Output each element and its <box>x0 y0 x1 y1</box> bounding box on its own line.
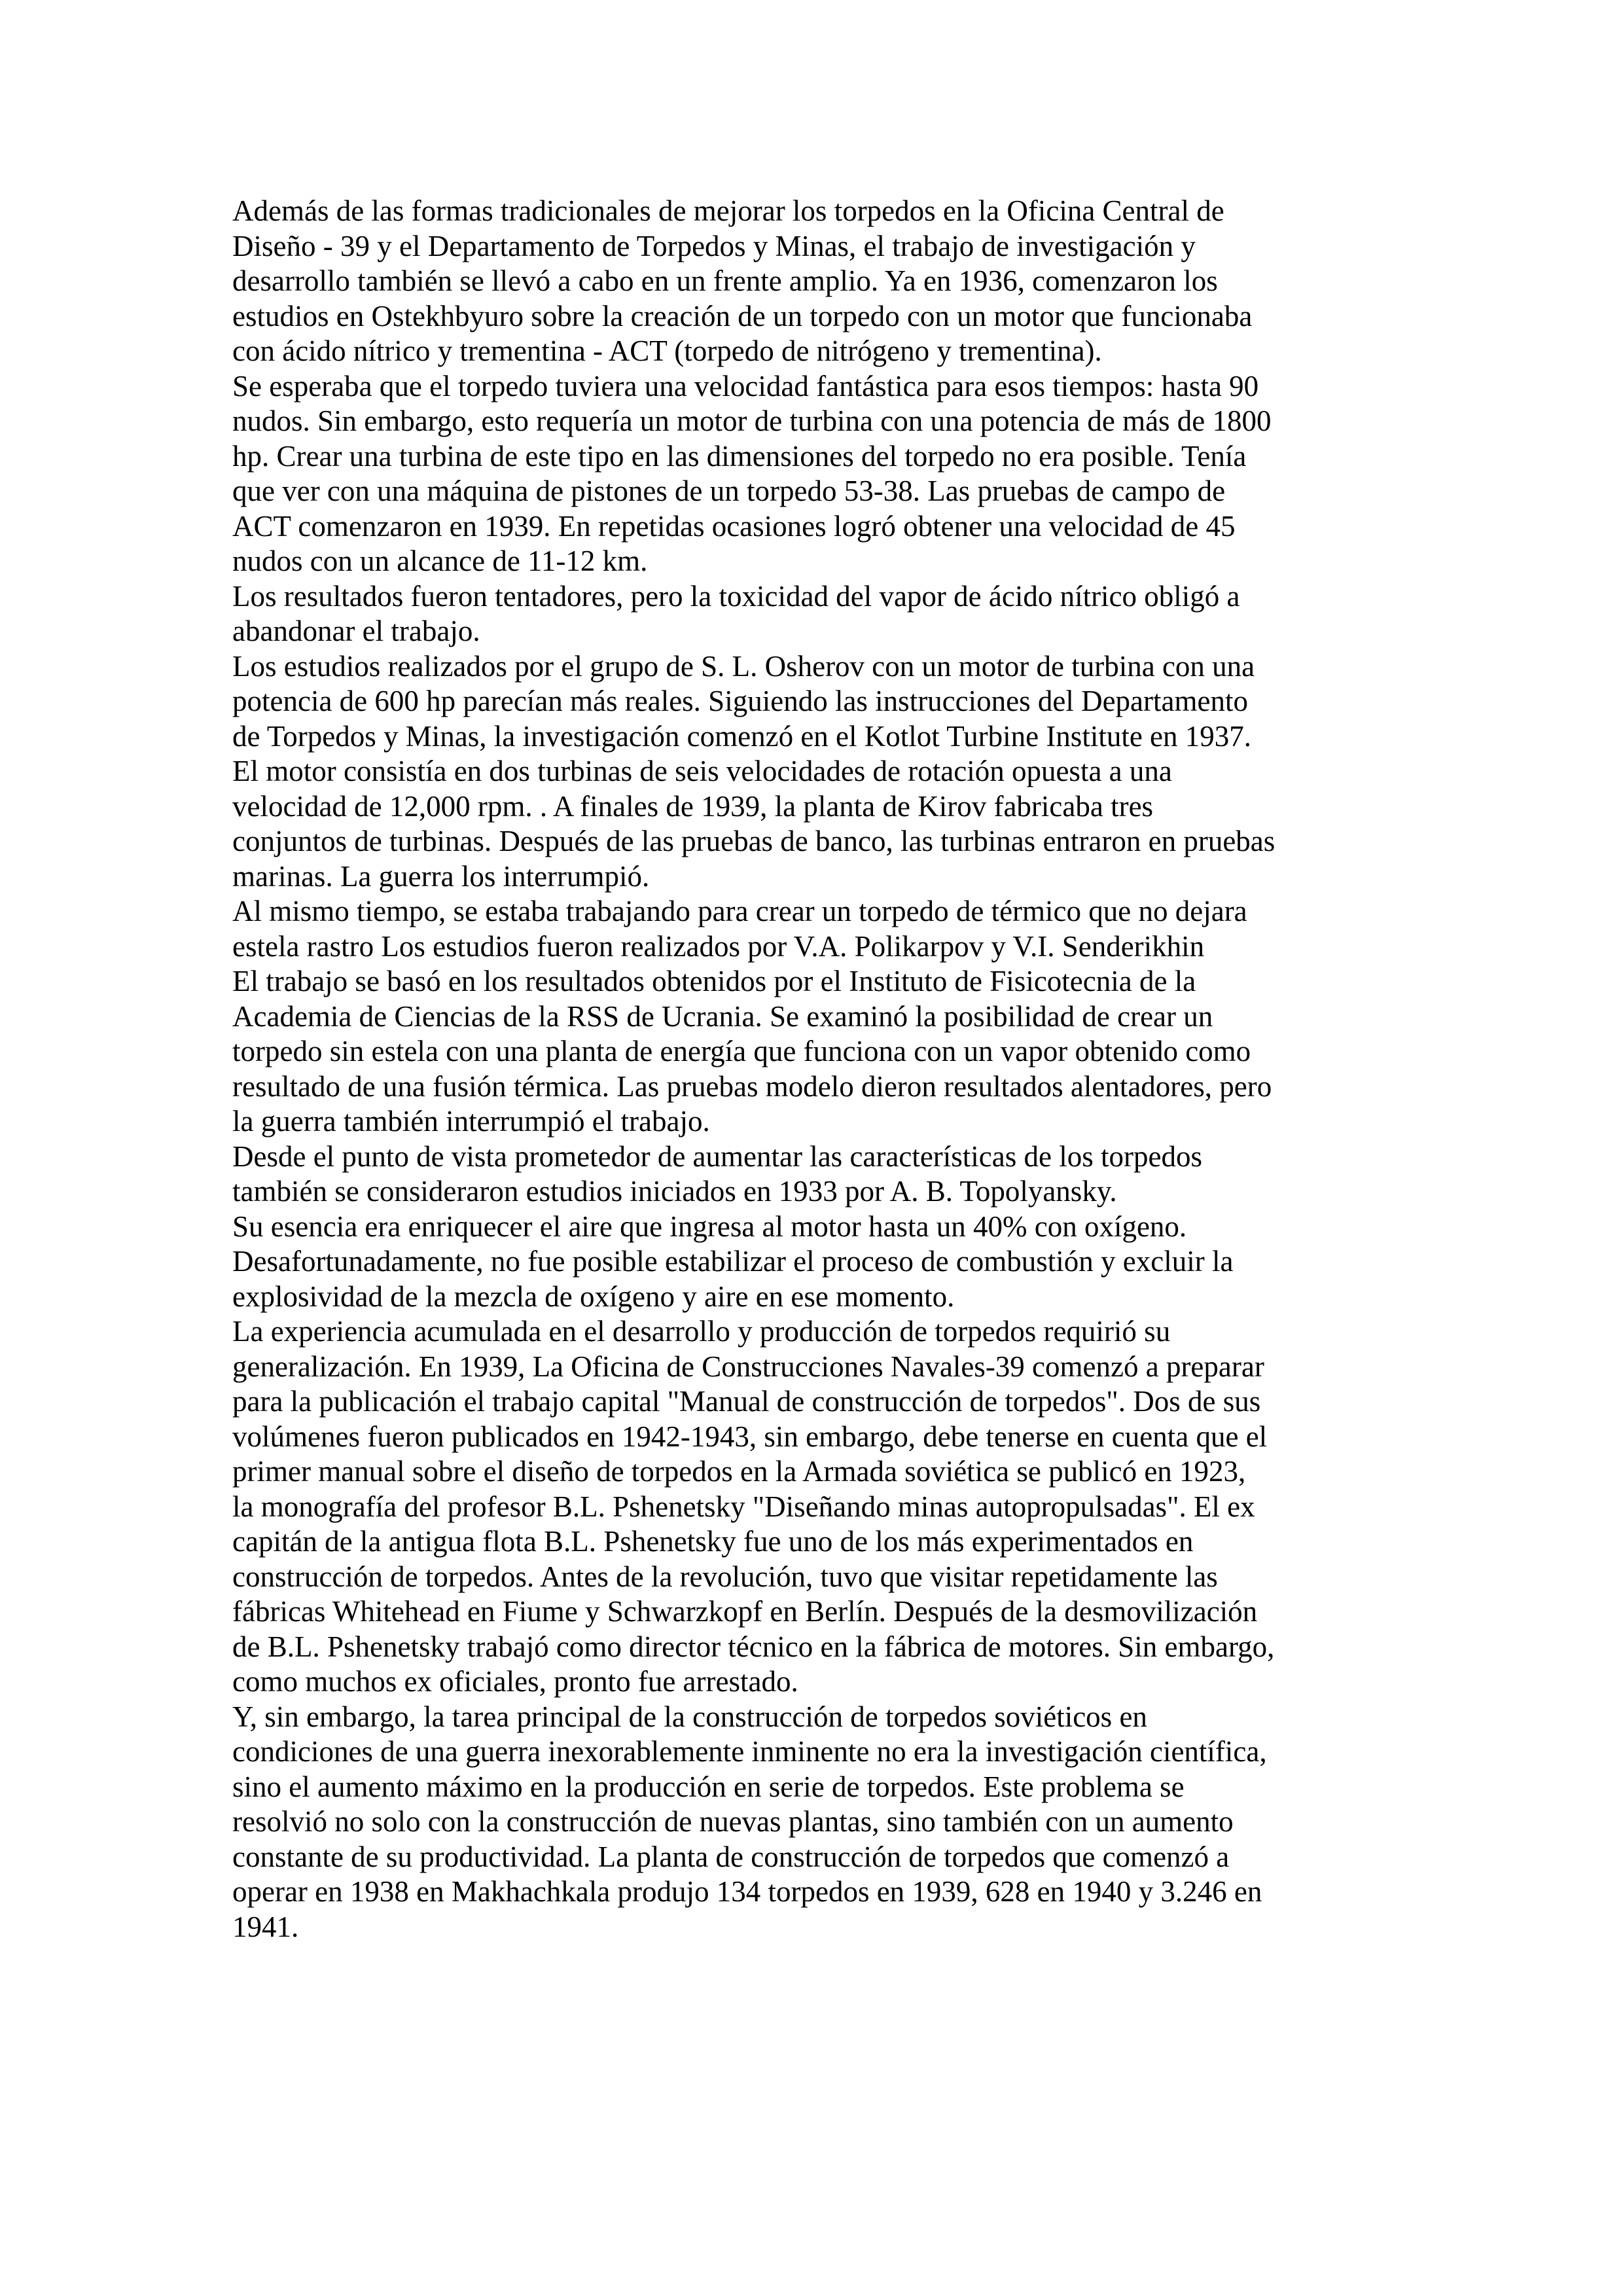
text-line: estudios en Ostekhbyuro sobre la creación de un torpedo con un motor que funcionaba <box>232 299 1253 332</box>
text-line: velocidad de 12,000 rpm. . A finales de 1939, la planta de Kirov fabricaba tres <box>232 789 1154 823</box>
text-line: conjuntos de turbinas. Después de las pruebas de banco, las turbinas entraron en pruebas <box>232 825 1275 857</box>
text-line: desarrollo también se llevó a cabo en un frente amplio. Ya en 1936, comenzaron los <box>232 264 1218 297</box>
text-line: fábricas Whitehead en Fiume y Schwarzkopf en Berlín. Después de la desmovilización <box>232 1595 1258 1628</box>
text-line: condiciones de una guerra inexorablemente inminente no era la investigación científica, <box>232 1735 1267 1768</box>
text-line: la monografía del profesor B.L. Pshenetsky "Diseñando minas autopropulsadas". El ex <box>232 1490 1255 1523</box>
text-line: con ácido nítrico y trementina - ACT (torpedo de nitrógeno y trementina). <box>232 334 1102 367</box>
text-line: Diseño - 39 y el Departamento de Torpedos y Minas, el trabajo de investigación y <box>232 229 1196 262</box>
text-line: primer manual sobre el diseño de torpedos en la Armada soviética se publicó en 1923, <box>232 1455 1246 1488</box>
text-line: que ver con una máquina de pistones de un torpedo 53-38. Las pruebas de campo de <box>232 475 1226 507</box>
text-line: El trabajo se basó en los resultados obtenidos por el Instituto de Fisicotecnia de la <box>232 965 1196 997</box>
document-body <box>232 194 1410 1945</box>
text-line: Además de las formas tradicionales de mejorar los torpedos en la Oficina Central de <box>232 194 1224 227</box>
text-line: estela rastro Los estudios fueron realizados por V.A. Polikarpov y V.I. Senderikhin <box>232 929 1205 963</box>
text-line: Y, sin embargo, la tarea principal de la construcción de torpedos soviéticos en <box>232 1700 1147 1733</box>
text-line: Desafortunadamente, no fue posible estabilizar el proceso de combustión y excluir la <box>232 1245 1234 1278</box>
text-line: Su esencia era enriquecer el aire que ingresa al motor hasta un 40% con oxígeno. <box>232 1210 1187 1243</box>
text-line: generalización. En 1939, La Oficina de Construcciones Navales-39 comenzó a preparar <box>232 1350 1264 1383</box>
paragraph <box>232 194 1410 369</box>
text-line: también se consideraron estudios iniciados en 1933 por A. B. Topolyansky. <box>232 1175 1117 1208</box>
paragraph <box>232 894 1410 964</box>
text-line: nudos con un alcance de 11-12 km. <box>232 545 648 577</box>
text-line: Academia de Ciencias de la RSS de Ucrania. Se examinó la posibilidad de crear un <box>232 999 1213 1033</box>
text-line: ACT comenzaron en 1939. En repetidas ocasiones logró obtener una velocidad de 45 <box>232 509 1236 543</box>
text-line: como muchos ex oficiales, pronto fue arrestado. <box>232 1665 798 1698</box>
text-line: marinas. La guerra los interrumpió. <box>232 859 650 893</box>
text-line: torpedo sin estela con una planta de energía que funciona con un vapor obtenido como <box>232 1035 1251 1067</box>
text-line: nudos. Sin embargo, esto requería un motor de turbina con una potencia de más de 1800 <box>232 404 1272 437</box>
paragraph <box>232 1700 1410 1945</box>
text-line: capitán de la antigua flota B.L. Pshenetsky fue uno de los más experimentados en <box>232 1525 1194 1558</box>
text-line: Los resultados fueron tentadores, pero la toxicidad del vapor de ácido nítrico obligó a <box>232 579 1240 613</box>
text-line: Se esperaba que el torpedo tuviera una velocidad fantástica para esos tiempos: hasta 90 <box>232 369 1259 403</box>
text-line: para la publicación el trabajo capital "Manual de construcción de torpedos". Dos de sus <box>232 1385 1261 1418</box>
text-line: constante de su productividad. La planta de construcción de torpedos que comenzó a <box>232 1840 1230 1873</box>
text-line: de B.L. Pshenetsky trabajó como director técnico en la fábrica de motores. Sin embargo, <box>232 1630 1275 1663</box>
text-line: La experiencia acumulada en el desarrollo y producción de torpedos requirió su <box>232 1315 1171 1348</box>
text-line: abandonar el trabajo. <box>232 615 480 647</box>
text-line: Los estudios realizados por el grupo de S. L. Osherov con un motor de turbina con una <box>232 649 1255 683</box>
text-line: 1941. <box>232 1910 299 1943</box>
paragraph <box>232 1139 1410 1210</box>
text-line: resolvió no solo con la construcción de nuevas plantas, sino también con un aumento <box>232 1805 1234 1838</box>
text-line: sino el aumento máximo en la producción en serie de torpedos. Este problema se <box>232 1770 1185 1803</box>
text-line: El motor consistía en dos turbinas de seis velocidades de rotación opuesta a una <box>232 755 1172 787</box>
paragraph <box>232 369 1410 579</box>
text-line: explosividad de la mezcla de oxígeno y aire en ese momento. <box>232 1280 955 1313</box>
paragraph <box>232 579 1410 649</box>
paragraph <box>232 964 1410 1139</box>
text-line: de Torpedos y Minas, la investigación comenzó en el Kotlot Turbine Institute en 1937. <box>232 719 1252 753</box>
text-line: resultado de una fusión térmica. Las pruebas modelo dieron resultados alentadores, pero <box>232 1069 1272 1103</box>
paragraph <box>232 1314 1410 1700</box>
text-line: la guerra también interrumpió el trabajo. <box>232 1105 710 1138</box>
text-line: hp. Crear una turbina de este tipo en las dimensiones del torpedo no era posible. Tenía <box>232 439 1247 473</box>
paragraph <box>232 1210 1410 1315</box>
text-line: potencia de 600 hp parecían más reales. Siguiendo las instrucciones del Departamento <box>232 685 1248 717</box>
paragraph <box>232 649 1410 895</box>
text-line: operar en 1938 en Makhachkala produjo 134 torpedos en 1939, 628 en 1940 y 3.246 en <box>232 1875 1262 1908</box>
text-line: volúmenes fueron publicados en 1942-1943, sin embargo, debe tenerse en cuenta que el <box>232 1420 1268 1453</box>
text-line: construcción de torpedos. Antes de la revolución, tuvo que visitar repetidamente las <box>232 1560 1218 1593</box>
text-line: Desde el punto de vista prometedor de aumentar las características de los torpedos <box>232 1139 1202 1173</box>
text-line: Al mismo tiempo, se estaba trabajando para crear un torpedo de térmico que no dejara <box>232 895 1247 927</box>
